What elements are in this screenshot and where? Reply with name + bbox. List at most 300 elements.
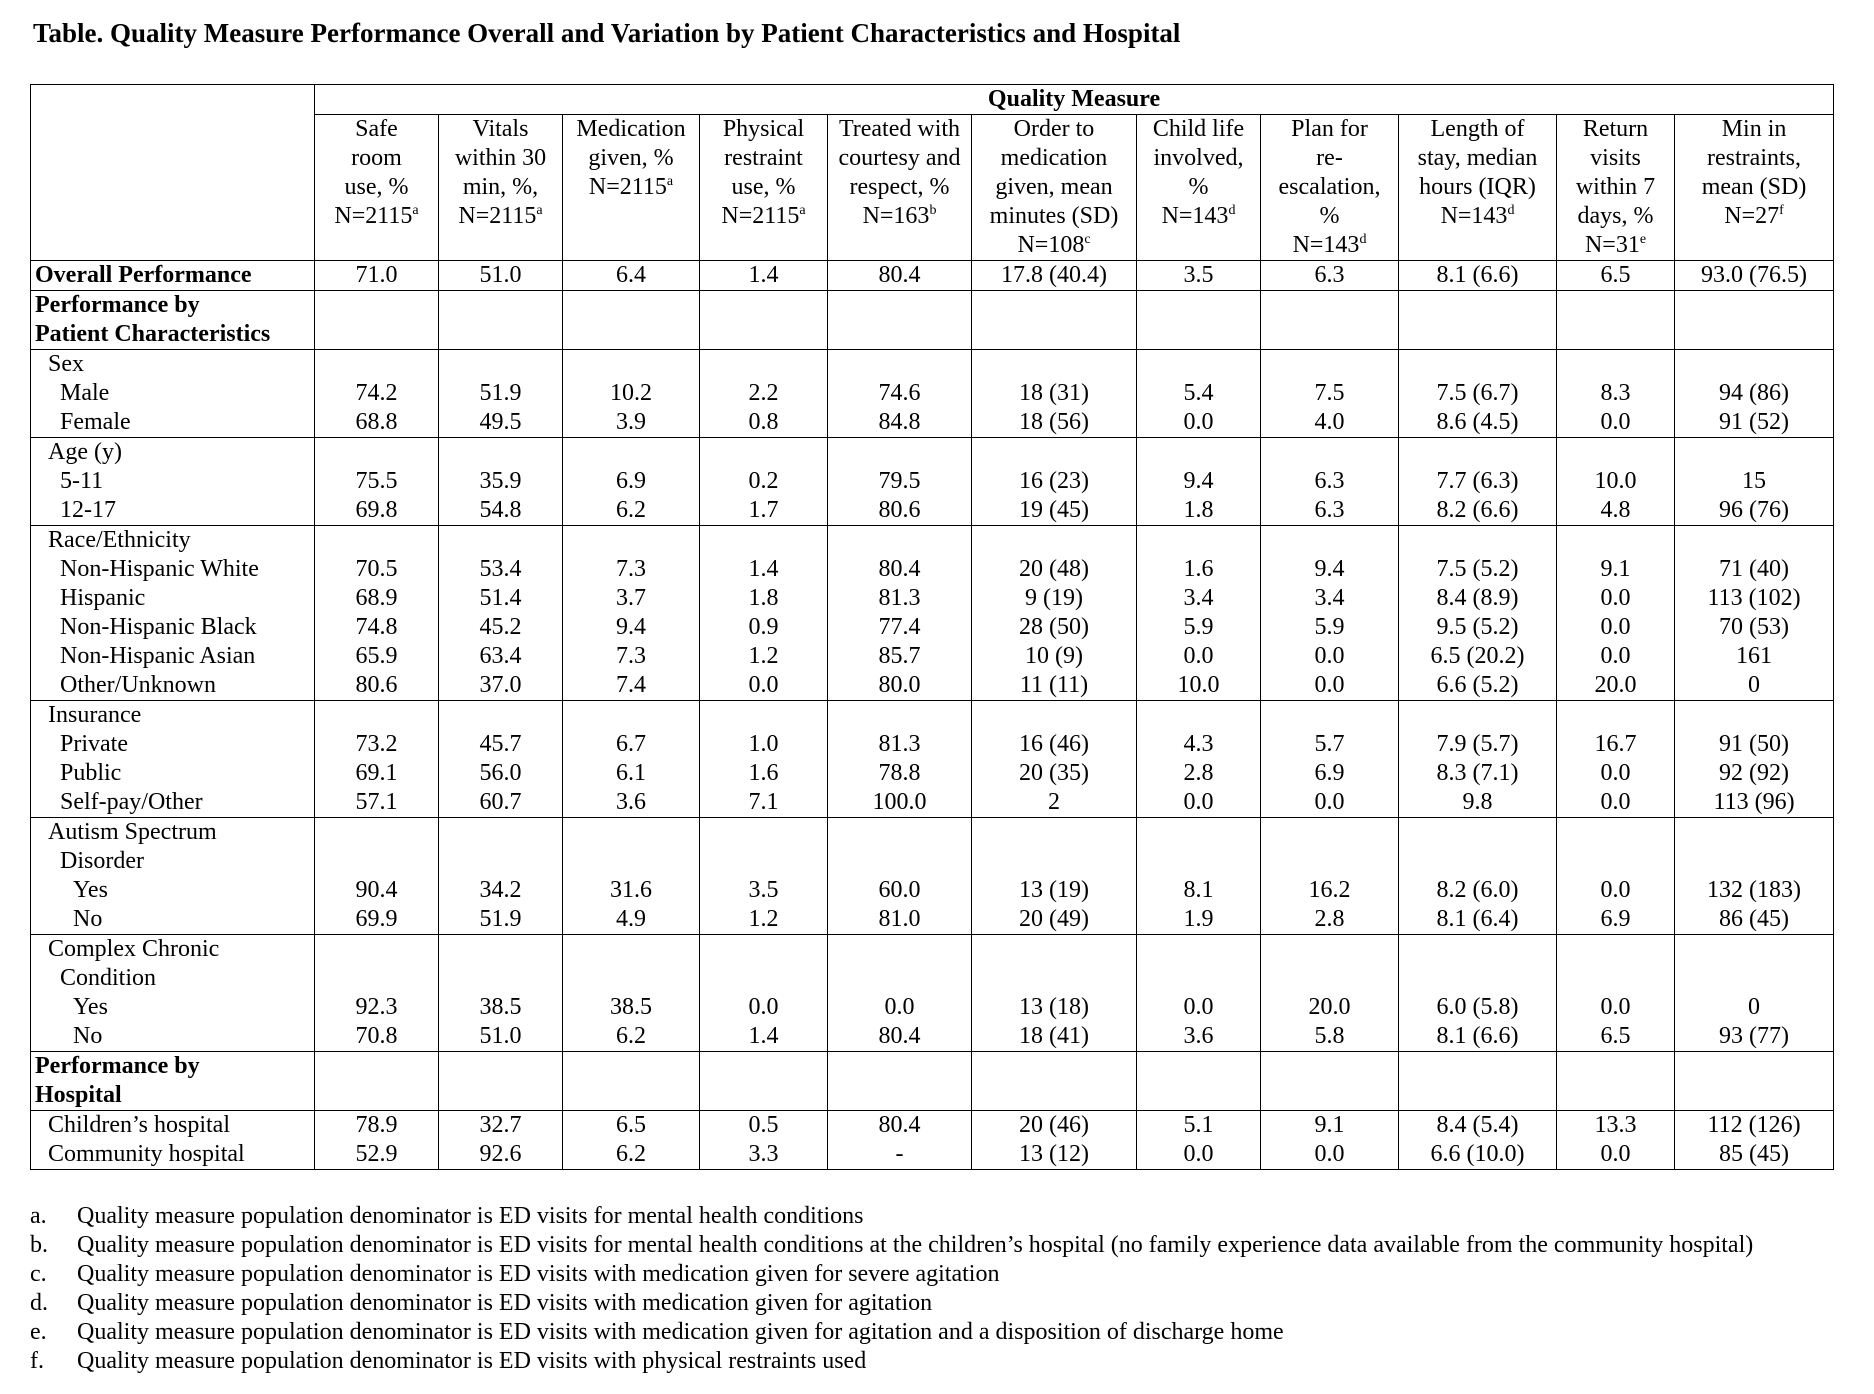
cell-value: 0.0: [1314, 789, 1345, 815]
cell-value: 6.0 (5.8): [1436, 994, 1519, 1020]
value-cell: [439, 701, 563, 818]
cell-value: 92.3: [355, 994, 398, 1020]
value-cell: [1557, 1111, 1675, 1170]
row-label-line: Insurance: [48, 702, 142, 728]
cell-value: 1.8: [1183, 497, 1214, 523]
cell-value: 113 (96): [1713, 789, 1795, 815]
cell-value: 6.5: [616, 1112, 646, 1138]
value-cell: [563, 701, 700, 818]
cell-value: 6.5 (20.2): [1430, 643, 1525, 669]
cell-value: 71.0: [355, 262, 398, 288]
cell-value: 0.0: [1600, 877, 1631, 903]
cell-value: 1.4: [748, 262, 779, 288]
cell-value: 6.6 (10.0): [1430, 1141, 1525, 1167]
cell-value: 4.8: [1600, 497, 1631, 523]
cell-value: 4.9: [616, 906, 646, 932]
cell-value: 80.0: [878, 672, 921, 698]
footnote-text: Quality measure population denominator is ED visits for mental health conditions at the children’s hospital (no family experience data available from the community hospital): [77, 1232, 1754, 1258]
column-header-line: Child life: [1152, 116, 1245, 142]
value-cell: [1557, 935, 1675, 1052]
cell-value: 2: [1048, 789, 1060, 815]
cell-value: 35.9: [479, 468, 522, 494]
cell-value: 3.9: [616, 409, 646, 435]
table-row: [31, 350, 1834, 438]
cell-value: 8.1 (6.6): [1436, 1023, 1519, 1049]
cell-value: 28 (50): [1019, 614, 1089, 640]
cell-value: 6.2: [616, 1023, 646, 1049]
cell-value: 8.4 (5.4): [1436, 1112, 1519, 1138]
cell-value: 32.7: [479, 1112, 522, 1138]
value-cell: [972, 701, 1137, 818]
footnote-mark: d.: [30, 1290, 48, 1316]
value-cell: [1137, 818, 1261, 935]
value-cell: [972, 818, 1137, 935]
cell-value: 7.5 (5.2): [1436, 556, 1519, 582]
row-label-line: Yes: [73, 994, 108, 1020]
value-cell: [1675, 526, 1834, 701]
cell-value: 13 (12): [1019, 1141, 1089, 1167]
cell-value: 45.2: [479, 614, 522, 640]
cell-value: 86 (45): [1719, 906, 1790, 932]
value-cell: [1137, 350, 1261, 438]
column-header-line: %: [1319, 203, 1340, 229]
cell-value: 0.0: [1183, 994, 1214, 1020]
cell-value: 90.4: [355, 877, 398, 903]
value-cell: [972, 935, 1137, 1052]
value-cell: [563, 935, 700, 1052]
column-header-line: Vitals: [472, 116, 529, 142]
column-header-line: Plan for: [1291, 116, 1368, 142]
cell-value: 6.3: [1314, 468, 1345, 494]
column-header-line: $N=143^d$: [1440, 203, 1515, 229]
footnote-marker: d: [1228, 203, 1236, 218]
column-header: [828, 115, 972, 261]
value-cell: [1399, 701, 1557, 818]
value-cell: [563, 261, 700, 291]
cell-value: 91 (50): [1719, 731, 1790, 757]
value-cell: [1675, 935, 1834, 1052]
value-cell: [1261, 818, 1399, 935]
value-cell: [700, 350, 828, 438]
column-header: [315, 115, 439, 261]
footnote: [30, 1289, 1753, 1318]
cell-value: 18 (31): [1019, 380, 1089, 406]
value-cell: [315, 291, 439, 350]
row-label-line: Female: [60, 409, 131, 435]
value-cell: [315, 261, 439, 291]
column-header-line: respect, %: [849, 174, 950, 200]
row-label-line: Age (y): [48, 439, 122, 465]
cell-value: 9.4: [616, 614, 646, 640]
table-row: [31, 261, 1834, 291]
row-label-line: Patient Characteristics: [35, 321, 271, 347]
row-label: [31, 438, 315, 526]
footnote-mark: a.: [30, 1203, 47, 1229]
value-cell: [1557, 526, 1675, 701]
value-cell: [439, 1111, 563, 1170]
value-cell: [1557, 350, 1675, 438]
cell-value: 5.4: [1183, 380, 1214, 406]
value-cell: [563, 1052, 700, 1111]
footnote-mark: c.: [30, 1261, 47, 1287]
column-header-line: courtesy and: [838, 145, 961, 171]
cell-value: 93 (77): [1719, 1023, 1790, 1049]
footnote-text: Quality measure population denominator is ED visits with medication given for agitation and a disposition of discharge home: [77, 1319, 1284, 1345]
table-row: [31, 935, 1834, 1052]
cell-value: 4.3: [1183, 731, 1214, 757]
row-label-line: Yes: [73, 877, 108, 903]
table-row: [31, 438, 1834, 526]
column-header-line: restraints,: [1707, 145, 1802, 171]
cell-value: 8.3 (7.1): [1436, 760, 1519, 786]
column-header-line: Return: [1582, 116, 1649, 142]
column-header: [439, 115, 563, 261]
cell-value: 2.8: [1183, 760, 1214, 786]
value-cell: [828, 818, 972, 935]
value-cell: [439, 350, 563, 438]
cell-value: 0.0: [1314, 1141, 1345, 1167]
value-cell: [1261, 701, 1399, 818]
column-header: [972, 115, 1137, 261]
value-cell: [1261, 1052, 1399, 1111]
cell-value: 6.9: [616, 468, 646, 494]
row-label-line: No: [73, 1023, 103, 1049]
value-cell: [700, 818, 828, 935]
column-header-line: hours (IQR): [1419, 174, 1536, 200]
value-cell: [1675, 818, 1834, 935]
cell-value: 18 (56): [1019, 409, 1089, 435]
cell-value: 5.9: [1314, 614, 1345, 640]
value-cell: [315, 526, 439, 701]
cell-value: 34.2: [479, 877, 522, 903]
value-cell: [1557, 291, 1675, 350]
value-cell: [1137, 701, 1261, 818]
column-header-line: Treated with: [838, 116, 961, 142]
value-cell: [1675, 438, 1834, 526]
cell-value: 57.1: [355, 789, 398, 815]
cell-value: 2.8: [1314, 906, 1345, 932]
cell-value: 70 (53): [1719, 614, 1790, 640]
cell-value: 0.0: [1600, 409, 1631, 435]
cell-value: 8.2 (6.6): [1436, 497, 1519, 523]
column-header-line: $N=2115^a$: [458, 203, 543, 229]
cell-value: 1.4: [748, 1023, 779, 1049]
value-cell: [700, 291, 828, 350]
column-header-line: Length of: [1430, 116, 1525, 142]
row-label-line: Performance by: [35, 1053, 200, 1079]
cell-value: 6.5: [1600, 1023, 1631, 1049]
column-header-line: minutes (SD): [989, 203, 1119, 229]
cell-value: 51.9: [479, 906, 522, 932]
value-cell: [1399, 291, 1557, 350]
footnote-marker: a: [536, 203, 543, 218]
cell-value: 69.8: [355, 497, 398, 523]
row-label-line: Male: [60, 380, 110, 406]
footnote-text: Quality measure population denominator is ED visits with physical restraints used: [77, 1348, 867, 1374]
cell-value: 5.1: [1183, 1112, 1214, 1138]
cell-value: 7.3: [616, 643, 646, 669]
value-cell: [1557, 438, 1675, 526]
row-label-line: Community hospital: [48, 1141, 245, 1167]
cell-value: 1.0: [748, 731, 779, 757]
table-row: [31, 1111, 1834, 1170]
column-header: [1675, 115, 1834, 261]
footnote-marker: c: [1084, 232, 1091, 247]
value-cell: [1261, 438, 1399, 526]
value-cell: [1675, 291, 1834, 350]
cell-value: 16.7: [1594, 731, 1637, 757]
value-cell: [1399, 935, 1557, 1052]
row-label: [31, 701, 315, 818]
row-label-line: Complex Chronic: [48, 936, 220, 962]
cell-value: 0.2: [748, 468, 779, 494]
column-header-line: room: [351, 145, 402, 171]
value-cell: [972, 438, 1137, 526]
cell-value: 100.0: [872, 789, 927, 815]
cell-value: 71 (40): [1719, 556, 1790, 582]
value-cell: [828, 701, 972, 818]
row-label-line: Non-Hispanic Black: [60, 614, 257, 640]
cell-value: 85.7: [878, 643, 921, 669]
cell-value: 51.9: [479, 380, 522, 406]
cell-value: 15: [1742, 468, 1767, 494]
column-header-line: medication: [1000, 145, 1108, 171]
column-header-line: $N=2115^a$: [588, 174, 674, 200]
value-cell: [700, 261, 828, 291]
cell-value: 6.9: [1314, 760, 1345, 786]
column-header-line: Min in: [1721, 116, 1787, 142]
cell-value: 80.4: [878, 1112, 921, 1138]
cell-value: 0.0: [1600, 614, 1631, 640]
cell-value: 69.1: [355, 760, 398, 786]
value-cell: [315, 818, 439, 935]
row-label-header: [31, 85, 315, 261]
column-header-line: days, %: [1577, 203, 1654, 229]
column-header: [1137, 115, 1261, 261]
value-cell: [439, 291, 563, 350]
footnotes: [30, 1202, 1753, 1376]
cell-value: 0.0: [1183, 1141, 1214, 1167]
cell-value: 63.4: [479, 643, 522, 669]
cell-value: 74.8: [355, 614, 398, 640]
column-header-line: $N=27^f$: [1724, 203, 1784, 229]
row-label-line: Other/Unknown: [60, 672, 216, 698]
row-label-line: Public: [60, 760, 122, 786]
value-cell: [1137, 935, 1261, 1052]
cell-value: 0.9: [748, 614, 779, 640]
footnote-marker: b: [929, 203, 937, 218]
cell-value: 54.8: [479, 497, 522, 523]
cell-value: 37.0: [479, 672, 522, 698]
cell-value: 8.6 (4.5): [1436, 409, 1519, 435]
cell-value: 1.6: [1183, 556, 1214, 582]
cell-value: 80.4: [878, 556, 921, 582]
value-cell: [315, 438, 439, 526]
row-label-line: Children’s hospital: [48, 1112, 230, 1138]
row-label-line: 5-11: [60, 468, 104, 494]
cell-value: 0.0: [1600, 994, 1631, 1020]
value-cell: [563, 438, 700, 526]
cell-value: 93.0 (76.5): [1701, 262, 1808, 288]
cell-value: 1.9: [1183, 906, 1214, 932]
value-cell: [700, 1052, 828, 1111]
cell-value: 91 (52): [1719, 409, 1790, 435]
cell-value: 6.6 (5.2): [1436, 672, 1519, 698]
cell-value: 78.9: [355, 1112, 398, 1138]
cell-value: 7.5: [1314, 380, 1345, 406]
cell-value: 6.4: [616, 262, 646, 288]
value-cell: [828, 291, 972, 350]
value-cell: [700, 935, 828, 1052]
cell-value: 75.5: [355, 468, 398, 494]
column-header: [700, 115, 828, 261]
value-cell: [563, 526, 700, 701]
cell-value: 8.1 (6.4): [1436, 906, 1519, 932]
row-label-line: Hispanic: [60, 585, 146, 611]
cell-value: 77.4: [878, 614, 921, 640]
footnote-marker: d: [1507, 203, 1515, 218]
column-header-line: use, %: [731, 174, 796, 200]
cell-value: 1.4: [748, 556, 779, 582]
value-cell: [828, 526, 972, 701]
table-row: [31, 818, 1834, 935]
footnote-marker: d: [1359, 232, 1367, 247]
cell-value: 60.0: [878, 877, 921, 903]
column-header-line: $N=143^d$: [1292, 232, 1367, 258]
cell-value: 78.8: [878, 760, 921, 786]
cell-value: 74.2: [355, 380, 398, 406]
value-cell: [563, 1111, 700, 1170]
cell-value: 20 (49): [1019, 906, 1089, 932]
cell-value: 4.0: [1314, 409, 1345, 435]
value-cell: [1261, 261, 1399, 291]
cell-value: 11 (11): [1019, 672, 1089, 698]
cell-value: 1.2: [748, 643, 779, 669]
cell-value: 10.2: [610, 380, 652, 406]
row-label-line: Private: [60, 731, 128, 757]
cell-value: 56.0: [479, 760, 522, 786]
row-label: [31, 350, 315, 438]
footnote-marker: f: [1779, 203, 1784, 218]
cell-value: 3.7: [616, 585, 646, 611]
cell-value: 51.4: [479, 585, 522, 611]
value-cell: [1399, 526, 1557, 701]
cell-value: 6.3: [1314, 497, 1345, 523]
cell-value: 3.3: [748, 1141, 779, 1167]
cell-value: 49.5: [479, 409, 522, 435]
table-row: [31, 291, 1834, 350]
value-cell: [1261, 350, 1399, 438]
cell-value: 113 (102): [1707, 585, 1801, 611]
cell-value: 80.4: [878, 1023, 921, 1049]
column-header: [1557, 115, 1675, 261]
cell-value: 51.0: [479, 1023, 522, 1049]
value-cell: [1137, 1111, 1261, 1170]
footnote-marker: a: [799, 203, 806, 218]
cell-value: 8.1 (6.6): [1436, 262, 1519, 288]
value-cell: [1675, 1111, 1834, 1170]
column-header-line: restraint: [724, 145, 803, 171]
cell-value: 3.6: [616, 789, 646, 815]
footnote: [30, 1202, 1753, 1231]
cell-value: 0: [1748, 994, 1761, 1020]
value-cell: [1261, 291, 1399, 350]
cell-value: 7.5 (6.7): [1436, 380, 1519, 406]
row-label-line: Performance by: [35, 292, 200, 318]
cell-value: 80.6: [355, 672, 398, 698]
cell-value: 3.4: [1314, 585, 1345, 611]
column-header-line: re-: [1316, 145, 1343, 171]
cell-value: 81.3: [878, 731, 921, 757]
cell-value: 13.3: [1594, 1112, 1637, 1138]
cell-value: 20 (35): [1019, 760, 1089, 786]
value-cell: [1261, 935, 1399, 1052]
cell-value: 112 (126): [1707, 1112, 1801, 1138]
row-label-line: Non-Hispanic White: [60, 556, 259, 582]
value-cell: [828, 935, 972, 1052]
footnote-mark: f.: [30, 1348, 44, 1374]
value-cell: [1675, 701, 1834, 818]
footnote-mark: e.: [30, 1319, 47, 1345]
row-label: [31, 818, 315, 935]
cell-value: 9.1: [1314, 1112, 1345, 1138]
cell-value: 0.0: [1183, 643, 1214, 669]
value-cell: [439, 438, 563, 526]
row-label-line: 12-17: [60, 497, 116, 523]
cell-value: 1.7: [748, 497, 779, 523]
cell-value: 1.2: [748, 906, 779, 932]
cell-value: 0: [1748, 672, 1761, 698]
cell-value: 161: [1736, 643, 1773, 669]
row-label: [31, 526, 315, 701]
column-header-line: $N=2115^a$: [334, 203, 419, 229]
row-label: [31, 1052, 315, 1111]
cell-value: 2.2: [748, 380, 779, 406]
cell-value: 1.8: [748, 585, 779, 611]
footnote-text: Quality measure population denominator is ED visits for mental health conditions: [77, 1203, 864, 1229]
cell-value: 16 (23): [1019, 468, 1089, 494]
cell-value: 74.6: [878, 380, 921, 406]
cell-value: 17.8 (40.4): [1001, 262, 1107, 288]
cell-value: 45.7: [479, 731, 522, 757]
cell-value: 1.6: [748, 760, 779, 786]
value-cell: [1261, 526, 1399, 701]
cell-value: 84.8: [878, 409, 921, 435]
column-header-line: involved,: [1153, 145, 1244, 171]
cell-value: 0.0: [1600, 760, 1631, 786]
value-cell: [828, 1052, 972, 1111]
cell-value: 9.5 (5.2): [1436, 614, 1519, 640]
row-label-line: Self-pay/Other: [60, 789, 203, 815]
row-label-line: Non-Hispanic Asian: [60, 643, 256, 669]
cell-value: 69.9: [355, 906, 398, 932]
cell-value: 8.1: [1183, 877, 1214, 903]
column-header-line: $N=163^b$: [862, 203, 937, 229]
column-header-line: use, %: [344, 174, 409, 200]
row-label-line: Disorder: [60, 848, 144, 874]
cell-value: 9.1: [1600, 556, 1631, 582]
cell-value: 7.1: [748, 789, 779, 815]
value-cell: [972, 291, 1137, 350]
cell-value: 10.0: [1594, 468, 1637, 494]
cell-value: 9 (19): [1025, 585, 1083, 611]
row-label: [31, 935, 315, 1052]
row-label-line: Sex: [48, 351, 84, 377]
value-cell: [972, 261, 1137, 291]
column-header-line: $N=143^d$: [1161, 203, 1236, 229]
cell-value: 5.8: [1314, 1023, 1345, 1049]
cell-value: 0.0: [1600, 1141, 1631, 1167]
